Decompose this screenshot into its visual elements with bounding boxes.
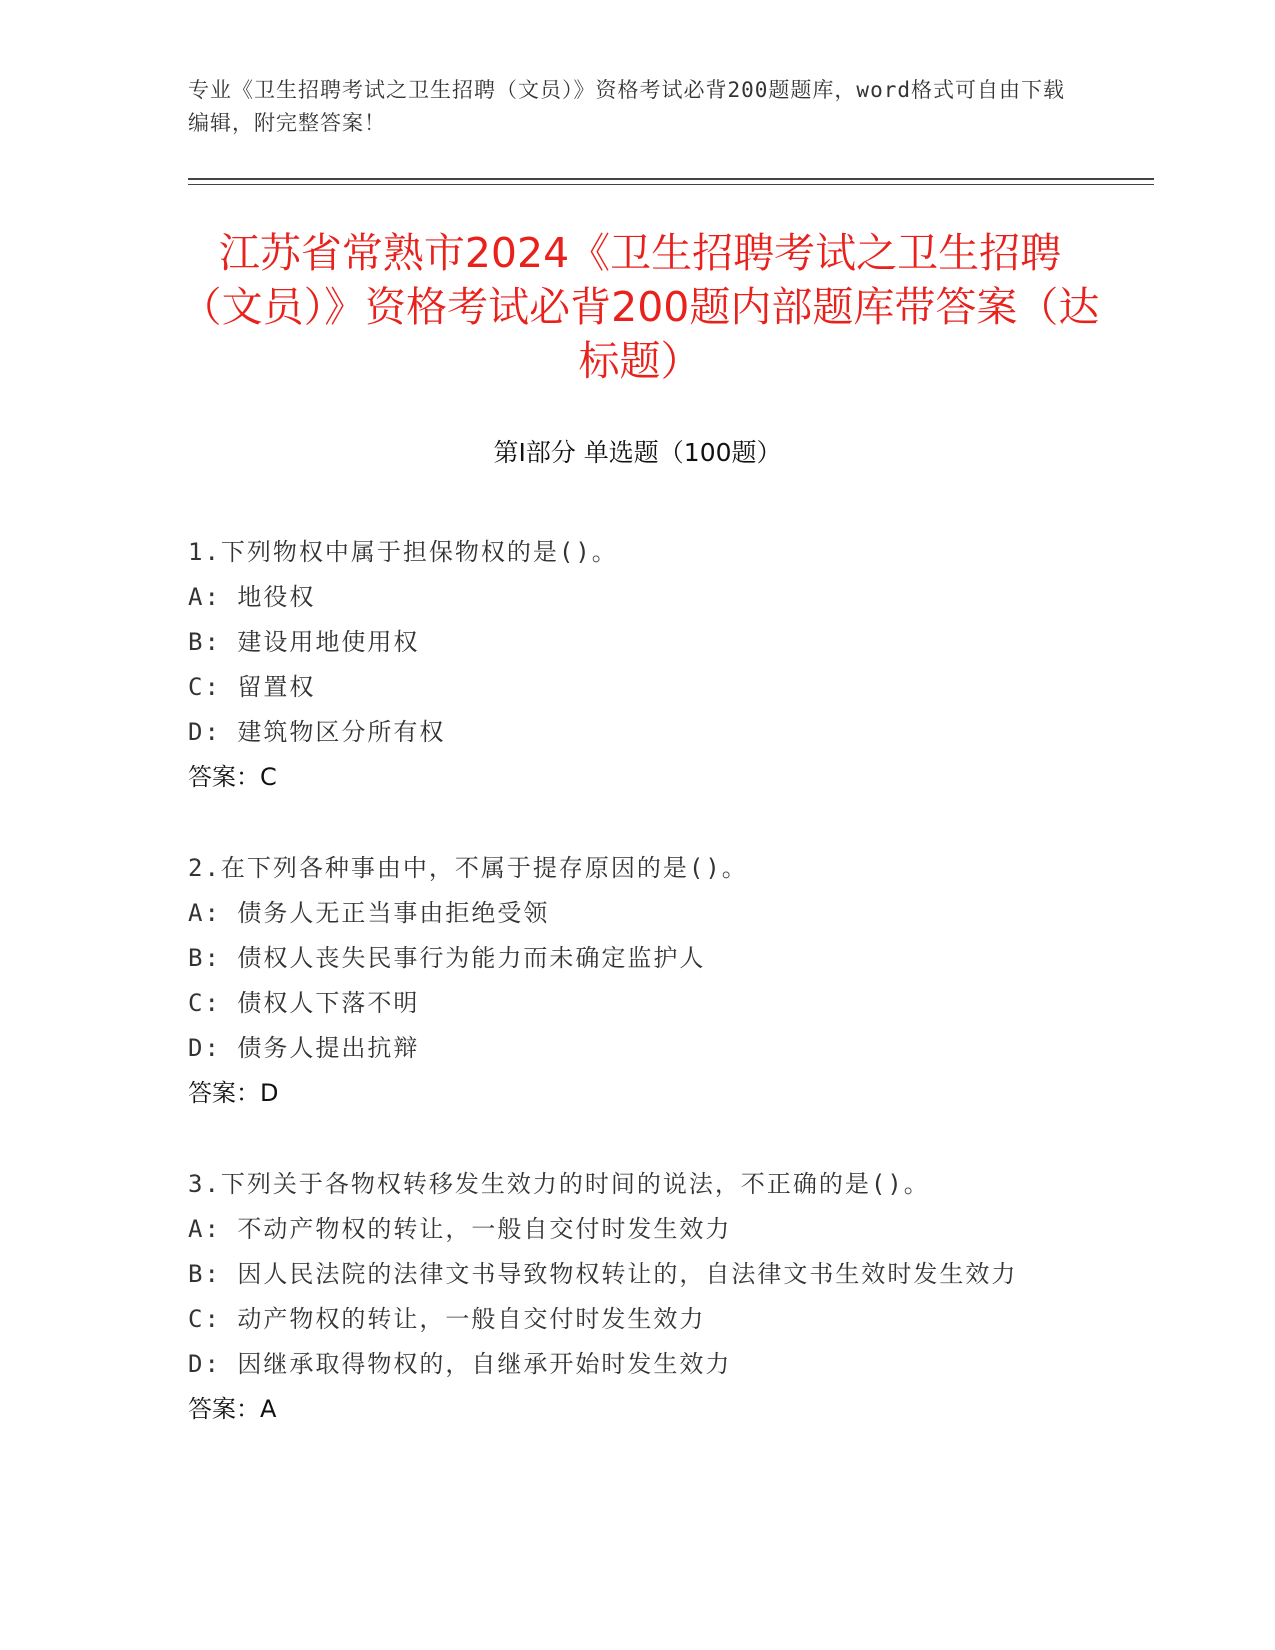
question-stem: 1.下列物权中属于担保物权的是()。 xyxy=(188,538,618,566)
header-divider-thick xyxy=(188,178,1154,180)
option-a: A: 债务人无正当事由拒绝受领 xyxy=(188,899,550,927)
option-b: B: 债权人丧失民事行为能力而未确定监护人 xyxy=(188,944,706,972)
answer: 答案：A xyxy=(188,1395,277,1423)
option-a: A: 不动产物权的转让，一般自交付时发生效力 xyxy=(188,1215,732,1243)
answer: 答案：D xyxy=(188,1079,279,1107)
section-heading: 第I部分 单选题（100题） xyxy=(493,438,782,467)
header-note: 专业《卫生招聘考试之卫生招聘（文员）》资格考试必背200题题库，word格式可自由下载编辑，附完整答案！ xyxy=(188,78,1065,135)
option-a: A: 地役权 xyxy=(188,583,316,611)
question-3 xyxy=(188,1162,1088,1432)
question-stem: 2.在下列各种事由中，不属于提存原因的是()。 xyxy=(188,854,748,882)
option-d: D: 因继承取得物权的，自继承开始时发生效力 xyxy=(188,1350,732,1378)
option-d: D: 债务人提出抗辩 xyxy=(188,1034,420,1062)
option-c: C: 动产物权的转让，一般自交付时发生效力 xyxy=(188,1305,706,1333)
option-b: B: 建设用地使用权 xyxy=(188,628,420,656)
option-c: C: 债权人下落不明 xyxy=(188,989,420,1017)
option-c: C: 留置权 xyxy=(188,673,316,701)
document-title: 江苏省常熟市2024《卫生招聘考试之卫生招聘（文员）》资格考试必背200题内部题库带答案（达标题） xyxy=(180,229,1100,385)
header-divider-thin xyxy=(188,184,1154,185)
question-2 xyxy=(188,846,1088,1116)
option-d: D: 建筑物区分所有权 xyxy=(188,718,446,746)
option-b: B: 因人民法院的法律文书导致物权转让的，自法律文书生效时发生效力 xyxy=(188,1260,1018,1288)
answer: 答案：C xyxy=(188,763,277,791)
question-list xyxy=(188,530,1088,1478)
question-stem: 3.下列关于各物权转移发生效力的时间的说法，不正确的是()。 xyxy=(188,1170,930,1198)
question-1 xyxy=(188,530,1088,800)
